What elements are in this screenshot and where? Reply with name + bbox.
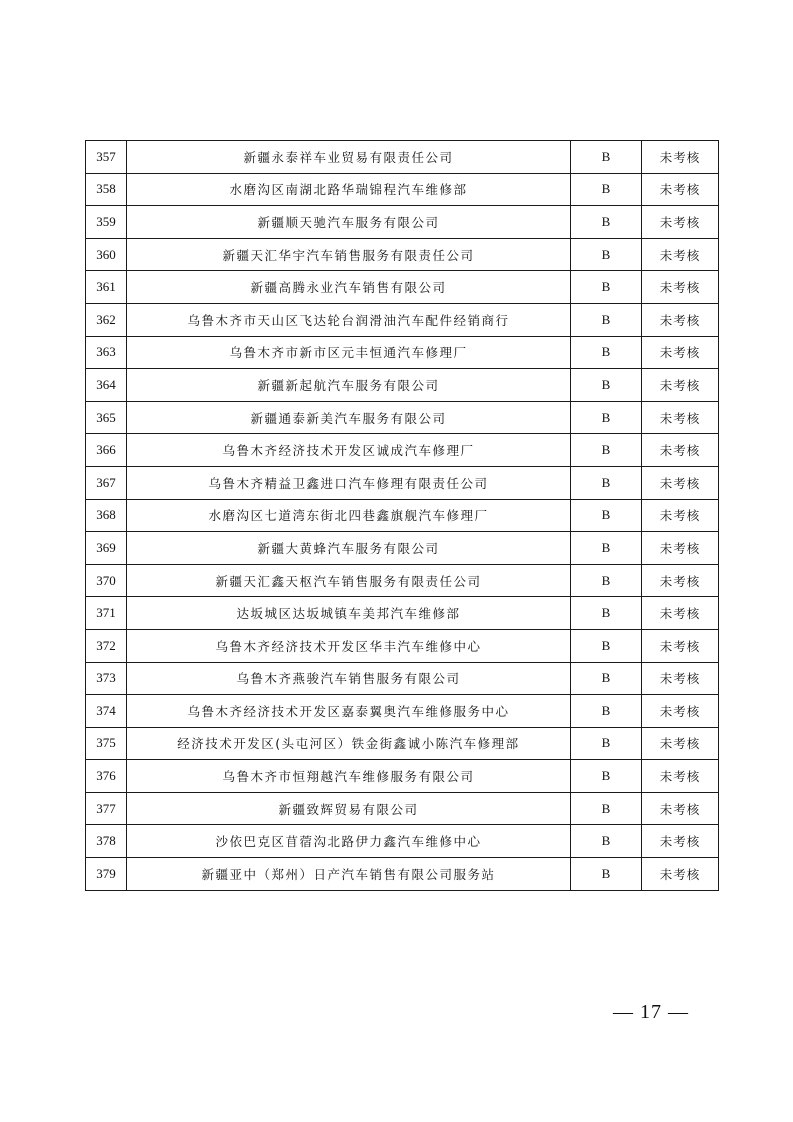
grade-cell: B bbox=[571, 271, 642, 304]
enterprise-name-cell: 新疆天汇华宇汽车销售服务有限责任公司 bbox=[127, 238, 571, 271]
grade-cell: B bbox=[571, 662, 642, 695]
status-cell: 未考核 bbox=[642, 173, 719, 206]
status-cell: 未考核 bbox=[642, 629, 719, 662]
table-row bbox=[86, 434, 719, 467]
grade-cell: B bbox=[571, 792, 642, 825]
row-number-cell: 360 bbox=[86, 238, 127, 271]
row-number-cell: 374 bbox=[86, 695, 127, 728]
status-cell: 未考核 bbox=[642, 271, 719, 304]
status-cell: 未考核 bbox=[642, 336, 719, 369]
grade-cell: B bbox=[571, 466, 642, 499]
grade-cell: B bbox=[571, 760, 642, 793]
row-number-cell: 379 bbox=[86, 858, 127, 891]
status-cell: 未考核 bbox=[642, 466, 719, 499]
status-cell: 未考核 bbox=[642, 369, 719, 402]
table-row bbox=[86, 141, 719, 174]
table-row bbox=[86, 173, 719, 206]
table-row bbox=[86, 271, 719, 304]
grade-cell: B bbox=[571, 858, 642, 891]
status-cell: 未考核 bbox=[642, 597, 719, 630]
enterprise-name-cell: 新疆永泰祥车业贸易有限责任公司 bbox=[127, 141, 571, 174]
table-row bbox=[86, 597, 719, 630]
enterprise-name-cell: 乌鲁木齐市新市区元丰恒通汽车修理厂 bbox=[127, 336, 571, 369]
grade-cell: B bbox=[571, 564, 642, 597]
grade-cell: B bbox=[571, 173, 642, 206]
grade-cell: B bbox=[571, 532, 642, 565]
enterprise-name-cell: 新疆顺天驰汽车服务有限公司 bbox=[127, 206, 571, 239]
table-row bbox=[86, 760, 719, 793]
enterprise-name-cell: 乌鲁木齐经济技术开发区嘉泰翼奥汽车维修服务中心 bbox=[127, 695, 571, 728]
grade-cell: B bbox=[571, 825, 642, 858]
status-cell: 未考核 bbox=[642, 434, 719, 467]
page-number: — 17 — bbox=[613, 1001, 689, 1023]
status-cell: 未考核 bbox=[642, 825, 719, 858]
row-number-cell: 370 bbox=[86, 564, 127, 597]
row-number-cell: 358 bbox=[86, 173, 127, 206]
status-cell: 未考核 bbox=[642, 532, 719, 565]
grade-cell: B bbox=[571, 727, 642, 760]
status-cell: 未考核 bbox=[642, 695, 719, 728]
table-row bbox=[86, 336, 719, 369]
status-cell: 未考核 bbox=[642, 858, 719, 891]
status-cell: 未考核 bbox=[642, 206, 719, 239]
enterprise-name-cell: 新疆大黄蜂汽车服务有限公司 bbox=[127, 532, 571, 565]
status-cell: 未考核 bbox=[642, 564, 719, 597]
status-cell: 未考核 bbox=[642, 662, 719, 695]
status-cell: 未考核 bbox=[642, 727, 719, 760]
enterprise-name-cell: 沙依巴克区苜蓿沟北路伊力鑫汽车维修中心 bbox=[127, 825, 571, 858]
enterprise-name-cell: 乌鲁木齐精益卫鑫进口汽车修理有限责任公司 bbox=[127, 466, 571, 499]
enterprise-name-cell: 新疆天汇鑫天枢汽车销售服务有限责任公司 bbox=[127, 564, 571, 597]
row-number-cell: 362 bbox=[86, 303, 127, 336]
table-row bbox=[86, 499, 719, 532]
row-number-cell: 377 bbox=[86, 792, 127, 825]
table-row bbox=[86, 564, 719, 597]
row-number-cell: 372 bbox=[86, 629, 127, 662]
row-number-cell: 365 bbox=[86, 401, 127, 434]
grade-cell: B bbox=[571, 499, 642, 532]
row-number-cell: 369 bbox=[86, 532, 127, 565]
status-cell: 未考核 bbox=[642, 760, 719, 793]
enterprise-name-cell: 达坂城区达坂城镇车美邦汽车维修部 bbox=[127, 597, 571, 630]
row-number-cell: 359 bbox=[86, 206, 127, 239]
status-cell: 未考核 bbox=[642, 792, 719, 825]
table-row bbox=[86, 858, 719, 891]
row-number-cell: 364 bbox=[86, 369, 127, 402]
grade-cell: B bbox=[571, 695, 642, 728]
table-row bbox=[86, 792, 719, 825]
status-cell: 未考核 bbox=[642, 303, 719, 336]
row-number-cell: 367 bbox=[86, 466, 127, 499]
enterprise-name-cell: 新疆新起航汽车服务有限公司 bbox=[127, 369, 571, 402]
enterprise-table bbox=[85, 140, 719, 891]
row-number-cell: 357 bbox=[86, 141, 127, 174]
grade-cell: B bbox=[571, 629, 642, 662]
grade-cell: B bbox=[571, 369, 642, 402]
table-row bbox=[86, 401, 719, 434]
row-number-cell: 378 bbox=[86, 825, 127, 858]
table-row bbox=[86, 206, 719, 239]
enterprise-name-cell: 新疆亚中（郑州）日产汽车销售有限公司服务站 bbox=[127, 858, 571, 891]
table-row bbox=[86, 532, 719, 565]
grade-cell: B bbox=[571, 401, 642, 434]
grade-cell: B bbox=[571, 336, 642, 369]
enterprise-name-cell: 水磨沟区七道湾东街北四巷鑫旗舰汽车修理厂 bbox=[127, 499, 571, 532]
table-row bbox=[86, 466, 719, 499]
table-row bbox=[86, 238, 719, 271]
row-number-cell: 373 bbox=[86, 662, 127, 695]
enterprise-name-cell: 经济技术开发区(头屯河区）铁金街鑫诚小陈汽车修理部 bbox=[127, 727, 571, 760]
grade-cell: B bbox=[571, 434, 642, 467]
grade-cell: B bbox=[571, 238, 642, 271]
table-row bbox=[86, 629, 719, 662]
status-cell: 未考核 bbox=[642, 499, 719, 532]
table-row bbox=[86, 695, 719, 728]
row-number-cell: 371 bbox=[86, 597, 127, 630]
table-body bbox=[86, 141, 719, 891]
row-number-cell: 366 bbox=[86, 434, 127, 467]
enterprise-name-cell: 乌鲁木齐经济技术开发区华丰汽车维修中心 bbox=[127, 629, 571, 662]
grade-cell: B bbox=[571, 141, 642, 174]
status-cell: 未考核 bbox=[642, 141, 719, 174]
row-number-cell: 375 bbox=[86, 727, 127, 760]
row-number-cell: 368 bbox=[86, 499, 127, 532]
enterprise-name-cell: 水磨沟区南湖北路华瑞锦程汽车维修部 bbox=[127, 173, 571, 206]
table-row bbox=[86, 662, 719, 695]
enterprise-name-cell: 新疆致辉贸易有限公司 bbox=[127, 792, 571, 825]
enterprise-name-cell: 新疆通泰新美汽车服务有限公司 bbox=[127, 401, 571, 434]
status-cell: 未考核 bbox=[642, 401, 719, 434]
grade-cell: B bbox=[571, 303, 642, 336]
enterprise-name-cell: 乌鲁木齐市恒翔越汽车维修服务有限公司 bbox=[127, 760, 571, 793]
status-cell: 未考核 bbox=[642, 238, 719, 271]
enterprise-name-cell: 乌鲁木齐市天山区飞达轮台润滑油汽车配件经销商行 bbox=[127, 303, 571, 336]
table-row bbox=[86, 303, 719, 336]
enterprise-name-cell: 乌鲁木齐燕骏汽车销售服务有限公司 bbox=[127, 662, 571, 695]
grade-cell: B bbox=[571, 206, 642, 239]
table-row bbox=[86, 727, 719, 760]
table-row bbox=[86, 369, 719, 402]
row-number-cell: 361 bbox=[86, 271, 127, 304]
grade-cell: B bbox=[571, 597, 642, 630]
row-number-cell: 376 bbox=[86, 760, 127, 793]
row-number-cell: 363 bbox=[86, 336, 127, 369]
enterprise-name-cell: 乌鲁木齐经济技术开发区诚成汽车修理厂 bbox=[127, 434, 571, 467]
enterprise-name-cell: 新疆高腾永业汽车销售有限公司 bbox=[127, 271, 571, 304]
table-row bbox=[86, 825, 719, 858]
